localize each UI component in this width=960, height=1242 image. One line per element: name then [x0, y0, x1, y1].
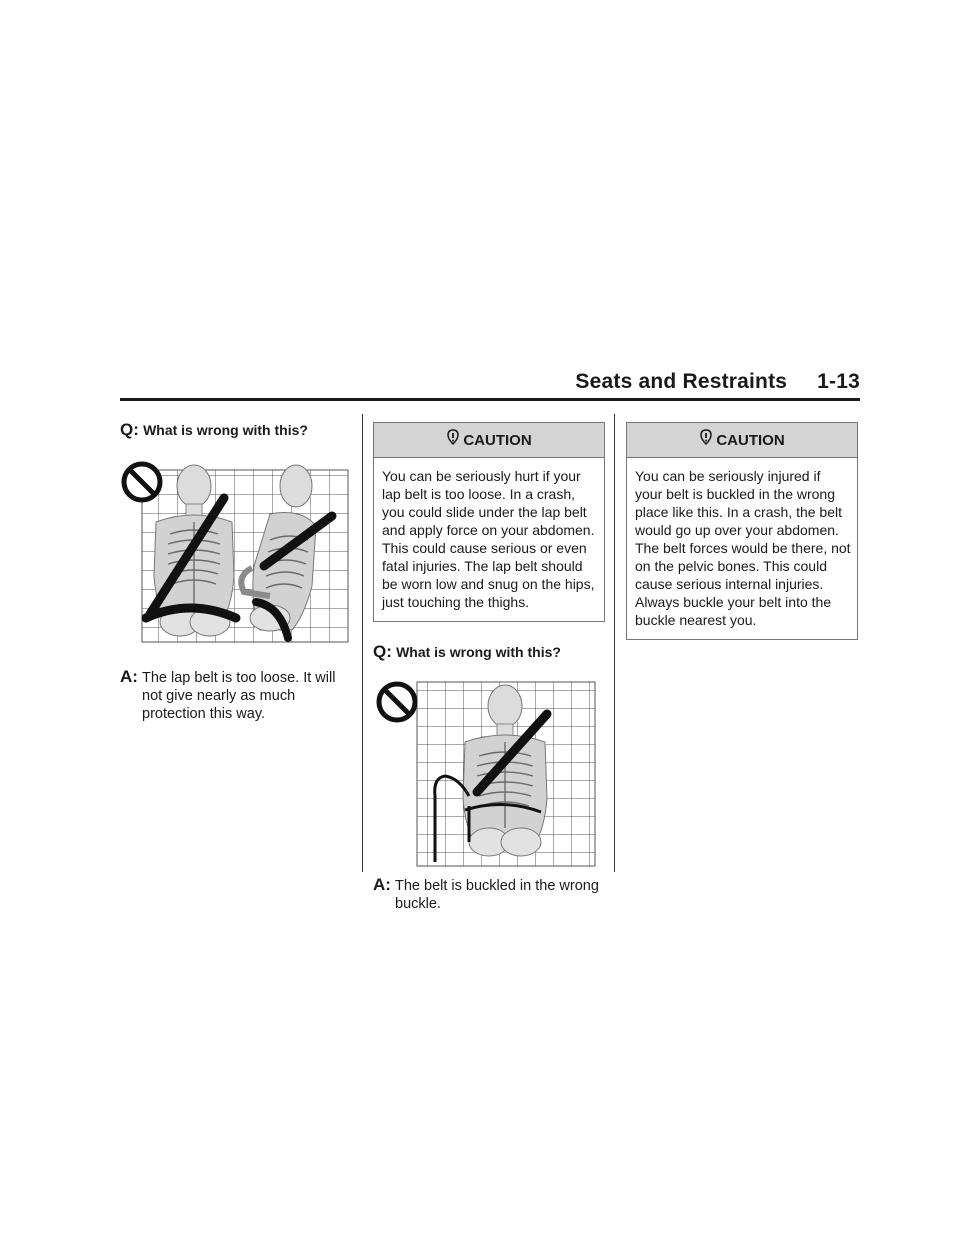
answer: [120, 668, 352, 723]
section-title: Seats and Restraints: [575, 370, 788, 393]
answer-key: A:: [373, 875, 391, 894]
no-symbol-icon: [379, 684, 415, 720]
page-number: 1-13: [817, 370, 860, 393]
caution-text: You can be seriously hurt if your lap belt is too loose. In a crash, you could slide under the lap belt and apply force on your abdomen. This could cause serious or even fatal injuries. The lap belt should be worn low and snug on the hips, just touching the thighs.: [382, 468, 595, 610]
answer-key: A:: [120, 667, 138, 686]
caution-box: [626, 422, 858, 640]
column-3: [626, 414, 860, 640]
loose-lap-belt-illustration: [120, 456, 352, 646]
caution-title: CAUTION: [463, 431, 532, 449]
answer: [373, 876, 605, 913]
caution-title: CAUTION: [716, 431, 785, 449]
wrong-buckle-illustration: [373, 672, 605, 868]
column-2: [373, 414, 605, 913]
caution-header: [627, 423, 857, 458]
question: [120, 420, 352, 440]
caution-box: [373, 422, 605, 622]
column-1: [120, 414, 352, 723]
question-text: What is wrong with this?: [143, 422, 308, 438]
caution-text: You can be seriously injured if your belt is buckled in the wrong place like this. In a crash, the belt would go up over your abdomen. The belt forces would be there, not on the pelvic bones. This could cause serious internal injuries. Always buckle your belt into the buckle nearest you.: [635, 468, 851, 628]
answer-text: The belt is buckled in the wrong buckle.: [395, 878, 599, 912]
question-text: What is wrong with this?: [396, 644, 561, 660]
warning-triangle-icon: [699, 429, 713, 445]
question-key: Q:: [373, 642, 392, 661]
question: [373, 642, 605, 662]
no-symbol-icon: [124, 464, 160, 500]
warning-triangle-icon: [446, 429, 460, 445]
question-key: Q:: [120, 420, 139, 439]
page-header: [120, 370, 860, 396]
column-divider: [614, 414, 615, 872]
caution-header: [374, 423, 604, 458]
answer-text: The lap belt is too loose. It will not give nearly as much protection this way.: [142, 670, 336, 722]
header-rule: [120, 398, 860, 401]
column-divider: [362, 414, 363, 872]
